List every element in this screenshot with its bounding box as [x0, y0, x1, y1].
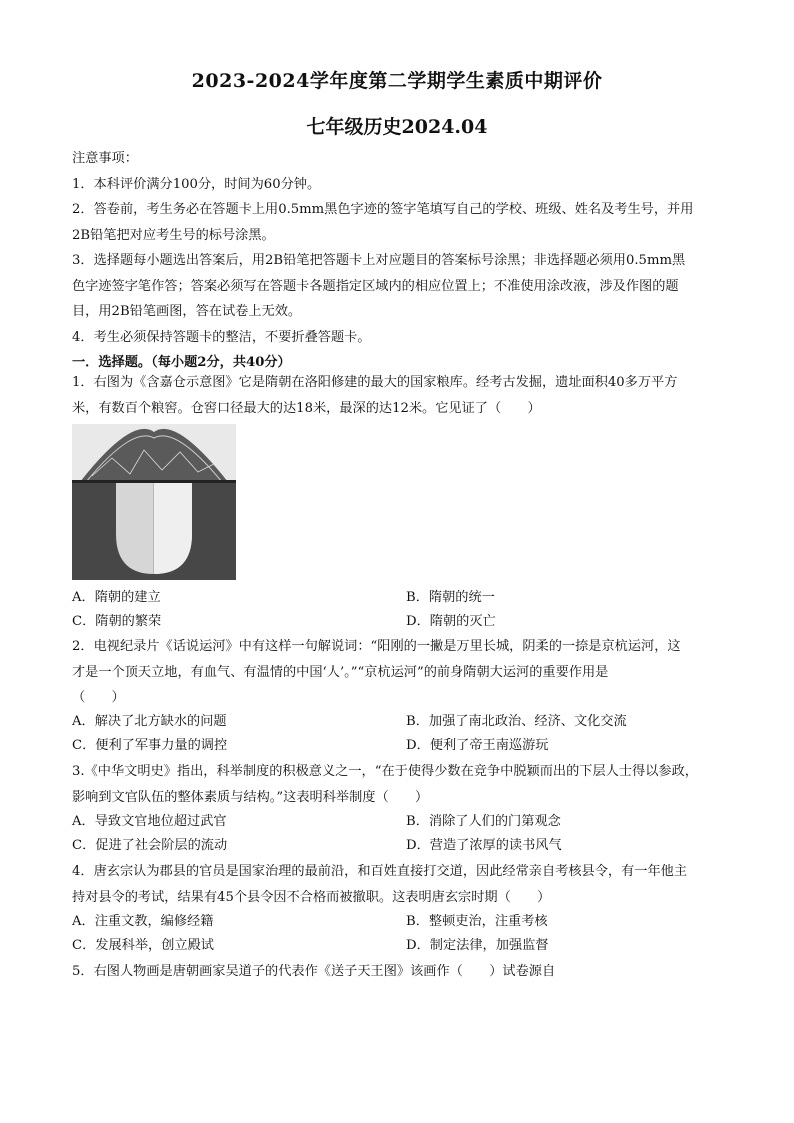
question-2-option-c: C．便利了军事力量的调控 — [72, 738, 228, 753]
question-4-option-d: D．制定法律，加强监督 — [406, 938, 549, 953]
question-3-option-c: C．促进了社会阶层的流动 — [72, 838, 228, 853]
note-line: 2．答卷前，考生务必在答题卡上用0.5mm黑色字迹的签字笔填写自己的学校、班级、姓名及考生号，并用 — [72, 202, 694, 217]
question-2-option-a: A．解决了北方缺水的问题 — [72, 714, 227, 729]
question-2-option-d: D．便利了帝王南巡游玩 — [406, 738, 549, 753]
question-2-line: 2．电视纪录片《话说运河》中有这样一句解说词：“阳刚的一撇是万里长城，阴柔的一捺是京杭运河，这 — [72, 639, 681, 654]
question-1-option-c: C．隋朝的繁荣 — [72, 614, 162, 629]
question-4-line: 4．唐玄宗认为郡县的官员是国家治理的最前沿，和百姓直接打交道，因此经常亲自考核县令，有一年他主 — [72, 864, 688, 879]
note-line: 目，用2B铅笔画图，答在试卷上无效。 — [72, 304, 302, 319]
question-1-option-b: B．隋朝的统一 — [406, 590, 495, 605]
question-1 — [72, 370, 726, 421]
note-line: 1．本科评价满分100分，时间为60分钟。 — [72, 176, 321, 192]
question-4-option-c: C．发展科举，创立殿试 — [72, 938, 214, 953]
question-3-option-a: A．导致文官地位超过武官 — [72, 814, 227, 829]
question-5-line: 5．右图人物画是唐朝画家吴道子的代表作《送子天王图》该画作（ ）试卷源自 — [72, 964, 556, 979]
question-3 — [72, 759, 726, 810]
question-2-option-b: B．加强了南北政治、经济、文化交流 — [406, 714, 627, 729]
question-1-option-a: A．隋朝的建立 — [72, 590, 161, 605]
question-2-line: 才是一个顶天立地，有血气、有温情的中国‘人’。”“京杭运河”的前身隋朝大运河的重要作用是 — [72, 664, 609, 680]
section-heading: 一．选择题。（每小题2分，共40分） — [72, 355, 291, 370]
notes-section — [72, 146, 726, 376]
question-4-line: 持对县令的考试，结果有45个县令因不合格而被撤职。这表明唐玄宗时期（ ） — [72, 889, 551, 905]
note-line: 色字迹签字笔作答；答案必须写在答题卡各题指定区域内的相应位置上；不准使用涂改液，涉及作图的题 — [72, 278, 679, 294]
note-line: 3．选择题每小题选出答案后，用2B铅笔把答题卡上对应题目的答案标号涂黑；非选择题必须用0.5mm黑 — [72, 253, 686, 268]
question-4 — [72, 859, 726, 910]
question-5 — [72, 959, 726, 985]
question-3-line: 影响到文官队伍的整体素质与结构。”这表明科举制度（ ） — [72, 789, 429, 805]
exam-title: 2023-2024学年度第二学期学生素质中期评价 — [191, 70, 603, 92]
question-2-line: （ ） — [72, 690, 125, 705]
question-1-line: 1．右图为《含嘉仓示意图》它是隋朝在洛阳修建的最大的国家粮库。经考古发掘，遗址面积40多万平方 — [72, 375, 678, 390]
question-1-line: 米，有数百个粮窖。仓窖口径最大的达18米，最深的达12米。它见证了（ ） — [72, 400, 541, 416]
question-4-option-a: A．注重文教，编修经籍 — [72, 914, 214, 929]
question-2 — [72, 634, 726, 711]
granary-diagram-graphic — [72, 424, 236, 580]
note-line: 4．考生必须保持答题卡的整洁，不要折叠答题卡。 — [72, 329, 371, 345]
exam-subtitle: 七年级历史2024.04 — [306, 116, 488, 138]
question-3-option-b: B．消除了人们的门第观念 — [406, 814, 561, 829]
question-3-option-d: D．营造了浓厚的读书风气 — [406, 838, 562, 853]
question-1-option-d: D．隋朝的灭亡 — [406, 614, 496, 629]
question-4-option-b: B．整顿吏治，注重考核 — [406, 914, 548, 929]
note-line: 2B铅笔把对应考生号的标号涂黑。 — [72, 227, 275, 243]
notes-heading: 注意事项： — [72, 151, 138, 166]
granary-diagram-image — [72, 424, 236, 580]
question-3-line: 3.《中华文明史》指出，科举制度的积极意义之一，“在于使得少数在竞争中脱颖而出的下层人士得以参政， — [72, 764, 698, 779]
